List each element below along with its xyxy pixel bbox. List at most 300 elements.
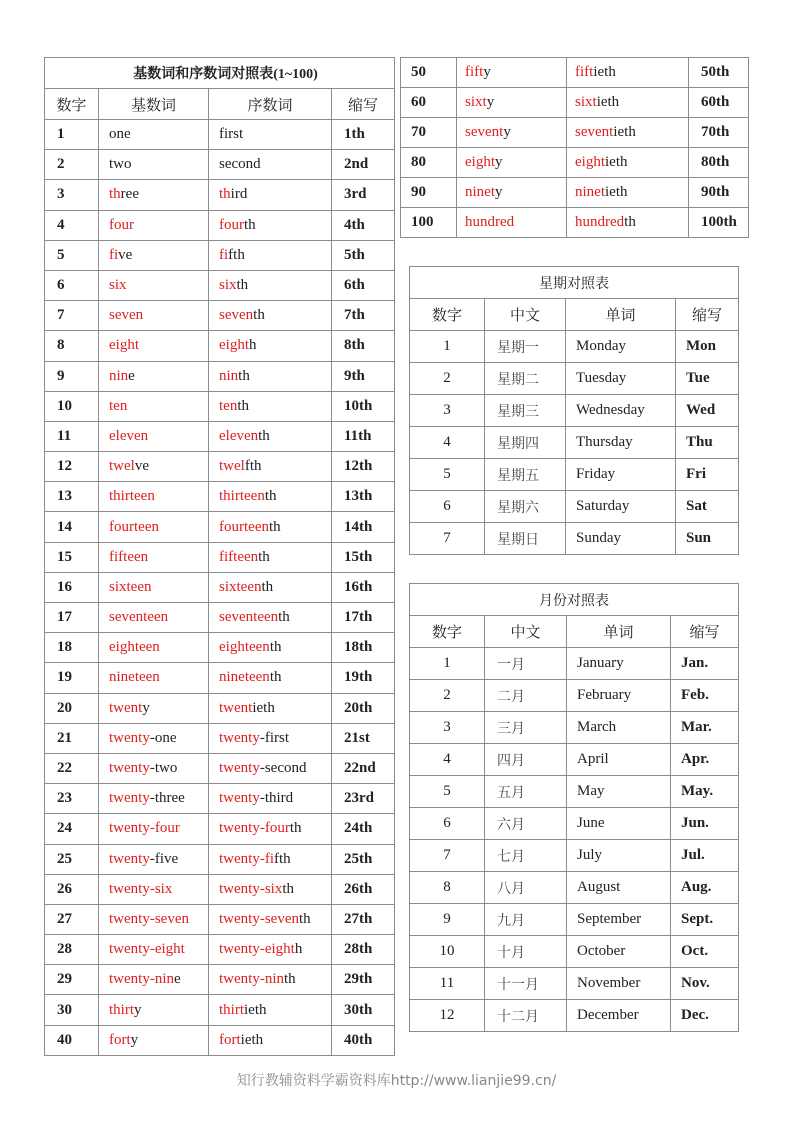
cardinal-cell [99, 663, 209, 693]
ordinal-cell [209, 633, 332, 663]
abbr-cell: 90th [689, 178, 749, 208]
cardinal-cell [99, 572, 209, 602]
table-row [45, 452, 395, 482]
word-cell: June [567, 808, 671, 840]
number-cell: 26 [45, 874, 99, 904]
cardinal-cell [99, 150, 209, 180]
word-part: th [298, 910, 311, 927]
word-part: th [289, 820, 302, 837]
abbr-cell: 23rd [332, 784, 395, 814]
word-part: ieth [244, 1001, 267, 1018]
word-part: th [264, 488, 277, 505]
header-abbr: 缩写 [332, 89, 395, 120]
table-row [410, 840, 739, 872]
word-part: -five [149, 850, 179, 867]
abbr-cell: 24th [332, 814, 395, 844]
chinese-cell: 星期三 [485, 395, 566, 427]
number-cell: 2 [410, 363, 485, 395]
abbr-cell: Oct. [671, 936, 739, 968]
number-cell: 8 [45, 331, 99, 361]
cardinal-cell [99, 512, 209, 542]
ordinal-cell [209, 1025, 332, 1055]
table-row [45, 572, 395, 602]
table-row [45, 270, 395, 300]
table-row [410, 680, 739, 712]
abbr-cell: 29th [332, 965, 395, 995]
chinese-cell: 星期日 [485, 523, 566, 555]
ordinal-cell [209, 331, 332, 361]
table-row [45, 391, 395, 421]
word-cell: Saturday [566, 491, 676, 523]
chinese-cell: 星期六 [485, 491, 566, 523]
word-part: h [294, 941, 303, 958]
table-row [45, 663, 395, 693]
table-row [401, 118, 749, 148]
number-words-body [45, 120, 395, 1056]
highlighted-word-part: four [219, 216, 244, 233]
table-row [45, 633, 395, 663]
number-cell: 5 [410, 459, 485, 491]
highlighted-word-part: twel [109, 458, 135, 475]
word-part: ird [230, 186, 248, 203]
word-part: th [268, 518, 281, 535]
highlighted-word-part: twenty [109, 790, 150, 807]
header-ordinal: 序数词 [209, 89, 332, 120]
number-cell: 5 [45, 240, 99, 270]
number-cell: 3 [410, 395, 485, 427]
number-cell: 23 [45, 784, 99, 814]
cardinal-cell [457, 208, 567, 238]
highlighted-word-part: nin [109, 367, 129, 384]
word-cell: Sunday [566, 523, 676, 555]
word-part: th [258, 427, 270, 444]
word-cell: Friday [566, 459, 676, 491]
table-row [45, 995, 395, 1025]
table-row [410, 904, 739, 936]
table-header-row [45, 89, 395, 120]
number-cell: 16 [45, 572, 99, 602]
chinese-cell: 一月 [485, 648, 567, 680]
number-cell: 24 [45, 814, 99, 844]
header-abbr: 缩写 [676, 299, 739, 331]
cardinal-cell [99, 995, 209, 1025]
highlighted-word-part: thirt [109, 1001, 134, 1018]
cardinal-cell [457, 178, 567, 208]
cardinal-cell [99, 723, 209, 753]
abbr-cell: Sept. [671, 904, 739, 936]
abbr-cell: 12th [332, 452, 395, 482]
chinese-cell: 星期二 [485, 363, 566, 395]
cardinal-cell [99, 935, 209, 965]
highlighted-word-part: twenty-nin [109, 971, 174, 988]
abbr-cell: 17th [332, 603, 395, 633]
cardinal-cell [99, 391, 209, 421]
table-row [401, 148, 749, 178]
highlighted-word-part: twenty-nin [219, 971, 284, 988]
table-row [45, 753, 395, 783]
table-row [410, 776, 739, 808]
word-part: e [128, 367, 135, 384]
cardinal-cell [457, 148, 567, 178]
ordinal-cell [209, 150, 332, 180]
abbr-cell: May. [671, 776, 739, 808]
chinese-cell: 三月 [485, 712, 567, 744]
word-part: ieth [605, 154, 628, 170]
chinese-cell: 八月 [485, 872, 567, 904]
abbr-cell: 6th [332, 270, 395, 300]
abbr-cell: 28th [332, 935, 395, 965]
header-chinese: 中文 [485, 616, 567, 648]
table-row [410, 968, 739, 1000]
cardinal-cell [99, 693, 209, 723]
highlighted-word-part: eleven [219, 427, 259, 444]
abbr-cell: 1th [332, 120, 395, 150]
header-cardinal: 基数词 [99, 89, 209, 120]
ordinal-cell [209, 361, 332, 391]
table-row [45, 965, 395, 995]
ordinal-cell [209, 814, 332, 844]
word-part: th [269, 669, 282, 686]
highlighted-word-part: ninet [575, 184, 605, 200]
number-cell: 14 [45, 512, 99, 542]
abbr-cell: Aug. [671, 872, 739, 904]
weekday-title-row [410, 267, 739, 299]
table-row [45, 1025, 395, 1055]
number-cell: 11 [410, 968, 485, 1000]
table-row [401, 88, 749, 118]
word-part: th [238, 367, 250, 384]
word-part: y [495, 184, 503, 200]
highlighted-word-part: twenty [109, 850, 150, 867]
table-row [45, 904, 395, 934]
ordinal-cell [567, 118, 689, 148]
number-cell: 12 [410, 1000, 485, 1032]
highlighted-word-part: thirteen [109, 488, 155, 505]
cardinal-cell [99, 542, 209, 572]
table-row [45, 542, 395, 572]
highlighted-word-part: eighteen [219, 639, 270, 656]
table-title [45, 58, 395, 89]
number-cell: 6 [410, 491, 485, 523]
word-part: fth [273, 850, 291, 867]
word-part: ieth [240, 1031, 264, 1048]
number-cell: 28 [45, 935, 99, 965]
number-cell: 4 [410, 427, 485, 459]
page-footer-watermark: 知行教辅资料学霸资料库http://www.lianjie99.cn/ [236, 1073, 557, 1089]
table-row [45, 603, 395, 633]
month-title: 月份对照表 [410, 584, 739, 616]
number-cell: 17 [45, 603, 99, 633]
chinese-cell: 四月 [485, 744, 567, 776]
number-cell: 9 [410, 904, 485, 936]
cardinal-cell [457, 58, 567, 88]
highlighted-word-part: twent [109, 699, 143, 716]
table-title-range: (1~100) [273, 67, 318, 82]
word-part: y [130, 1031, 139, 1048]
highlighted-word-part: twenty [109, 729, 150, 746]
highlighted-word-part: twenty-six [109, 880, 173, 897]
table-row [410, 427, 739, 459]
abbr-cell: Dec. [671, 1000, 739, 1032]
table-row [45, 421, 395, 451]
word-cell: December [567, 1000, 671, 1032]
table-row [45, 240, 395, 270]
table-row [401, 58, 749, 88]
word-cell: September [567, 904, 671, 936]
abbr-cell: 18th [332, 633, 395, 663]
table-row [45, 361, 395, 391]
abbr-cell: Jun. [671, 808, 739, 840]
word-part: y [503, 124, 511, 140]
abbr-cell: 40th [332, 1025, 395, 1055]
table-row [410, 648, 739, 680]
highlighted-word-part: twenty-four [109, 820, 180, 837]
ordinal-cell [567, 208, 689, 238]
ordinal-cell [209, 572, 332, 602]
number-cell: 8 [410, 872, 485, 904]
word-part: ree [120, 186, 139, 203]
word-part: e [174, 971, 181, 988]
ordinal-cell [209, 482, 332, 512]
word-part: fth [244, 458, 262, 475]
cardinal-cell [99, 180, 209, 210]
highlighted-word-part: thirt [219, 1001, 244, 1018]
abbr-cell: Wed [676, 395, 739, 427]
highlighted-word-part: fourteen [219, 518, 269, 535]
number-cell: 22 [45, 753, 99, 783]
highlighted-word-part: eighteen [109, 639, 160, 656]
cardinal-cell [457, 118, 567, 148]
table-row [45, 723, 395, 753]
table-row [45, 180, 395, 210]
highlighted-word-part: twenty [219, 760, 260, 777]
word-part: ieth [593, 64, 616, 80]
word-part: two [109, 156, 132, 173]
abbr-cell: 11th [332, 421, 395, 451]
table-row [410, 712, 739, 744]
highlighted-word-part: twenty-seven [109, 910, 189, 927]
number-cell: 21 [45, 723, 99, 753]
cardinal-cell [99, 965, 209, 995]
highlighted-word-part: sevent [575, 124, 614, 140]
table-row [45, 784, 395, 814]
highlighted-word-part: fift [575, 64, 594, 80]
number-cell: 4 [45, 210, 99, 240]
highlighted-word-part: twenty [219, 729, 260, 746]
highlighted-word-part: thirteen [219, 488, 265, 505]
highlighted-word-part: six [109, 277, 127, 294]
chinese-cell: 星期四 [485, 427, 566, 459]
highlighted-word-part: fifteen [219, 548, 259, 565]
table-row [45, 482, 395, 512]
ordinal-cell [209, 512, 332, 542]
highlighted-word-part: six [219, 277, 237, 294]
highlighted-word-part: twenty [219, 790, 260, 807]
cardinal-cell [99, 452, 209, 482]
number-cell: 6 [45, 270, 99, 300]
ordinal-cell [209, 270, 332, 300]
chinese-cell: 七月 [485, 840, 567, 872]
highlighted-word-part: fort [219, 1031, 241, 1048]
highlighted-word-part: twenty-four [219, 820, 290, 837]
ordinal-cell [209, 904, 332, 934]
word-part: th [278, 609, 290, 626]
table-row [410, 523, 739, 555]
chinese-cell: 十月 [485, 936, 567, 968]
highlighted-word-part: ninet [465, 184, 495, 200]
chinese-cell: 星期一 [485, 331, 566, 363]
ordinal-cell [209, 753, 332, 783]
abbr-cell: 8th [332, 331, 395, 361]
word-cell: April [567, 744, 671, 776]
cardinal-cell [457, 88, 567, 118]
highlighted-word-part: fort [109, 1031, 131, 1048]
header-chinese: 中文 [485, 299, 566, 331]
word-cell: July [567, 840, 671, 872]
chinese-cell: 星期五 [485, 459, 566, 491]
cardinal-cell [99, 421, 209, 451]
abbr-cell: Jul. [671, 840, 739, 872]
highlighted-word-part: twent [219, 699, 253, 716]
table-row [45, 874, 395, 904]
word-part: th [284, 971, 296, 988]
ordinal-cell [209, 874, 332, 904]
table-row [45, 120, 395, 150]
word-part: th [253, 307, 265, 324]
table-row [45, 935, 395, 965]
abbr-cell: 5th [332, 240, 395, 270]
abbr-cell: 50th [689, 58, 749, 88]
highlighted-word-part: sixt [465, 94, 487, 110]
highlighted-word-part: twenty-seven [219, 910, 299, 927]
word-part: y [495, 154, 503, 170]
highlighted-word-part: eight [575, 154, 605, 170]
highlighted-word-part: seventeen [219, 609, 279, 626]
word-part: fth [228, 246, 245, 263]
word-part: ieth [605, 184, 628, 200]
word-part: -third [259, 790, 294, 807]
number-cell: 10 [45, 391, 99, 421]
number-cell: 15 [45, 542, 99, 572]
cardinal-cell [99, 633, 209, 663]
word-cell: Wednesday [566, 395, 676, 427]
abbr-cell: 15th [332, 542, 395, 572]
cardinal-cell [99, 904, 209, 934]
chinese-cell: 二月 [485, 680, 567, 712]
cardinal-cell [99, 844, 209, 874]
word-cell: August [567, 872, 671, 904]
highlighted-word-part: sixteen [219, 578, 262, 595]
chinese-cell: 九月 [485, 904, 567, 936]
table-title-text: 基数词和序数词对照表 [133, 66, 274, 82]
word-part: -two [149, 760, 178, 777]
number-cell: 7 [410, 840, 485, 872]
number-cell: 2 [45, 150, 99, 180]
highlighted-word-part: eight [219, 337, 249, 354]
abbr-cell: 21st [332, 723, 395, 753]
word-cell: November [567, 968, 671, 1000]
number-cell: 60 [401, 88, 457, 118]
chinese-cell: 十一月 [485, 968, 567, 1000]
word-part: -one [149, 729, 177, 746]
table-row [45, 210, 395, 240]
number-cell: 90 [401, 178, 457, 208]
header-word: 单词 [567, 616, 671, 648]
highlighted-word-part: twel [219, 458, 245, 475]
ordinal-cell [209, 965, 332, 995]
highlighted-word-part: fi [219, 246, 229, 263]
abbr-cell: 7th [332, 301, 395, 331]
highlighted-word-part: twenty-eight [109, 941, 185, 958]
cardinal-cell [99, 270, 209, 300]
table-title-row [45, 58, 395, 89]
number-cell: 7 [410, 523, 485, 555]
number-cell: 9 [45, 361, 99, 391]
abbr-cell: 19th [332, 663, 395, 693]
number-cell: 2 [410, 680, 485, 712]
ordinal-cell [209, 603, 332, 633]
word-cell: January [567, 648, 671, 680]
word-part: th [244, 216, 256, 233]
ordinal-cell [209, 693, 332, 723]
number-cell: 27 [45, 904, 99, 934]
highlighted-word-part: nineteen [109, 669, 160, 686]
highlighted-word-part: twenty [109, 760, 150, 777]
abbr-cell: 27th [332, 904, 395, 934]
highlighted-word-part: fi [109, 246, 119, 263]
number-cell: 1 [410, 648, 485, 680]
highlighted-word-part: nin [219, 367, 239, 384]
highlighted-word-part: seven [109, 307, 144, 324]
word-part: second [219, 156, 261, 173]
chinese-cell: 十二月 [485, 1000, 567, 1032]
number-cell: 19 [45, 663, 99, 693]
word-cell: March [567, 712, 671, 744]
word-part: ieth [613, 124, 636, 140]
ordinal-cell [209, 935, 332, 965]
table-row [410, 395, 739, 427]
number-cell: 6 [410, 808, 485, 840]
ordinal-cell [209, 542, 332, 572]
number-cell: 4 [410, 744, 485, 776]
highlighted-word-part: four [109, 216, 134, 233]
cardinal-cell [99, 814, 209, 844]
word-part: th [624, 214, 636, 230]
abbr-cell: 60th [689, 88, 749, 118]
table-row [45, 331, 395, 361]
word-cell: May [567, 776, 671, 808]
table-row [401, 208, 749, 238]
word-cell: Thursday [566, 427, 676, 459]
table-row [410, 363, 739, 395]
number-cell: 3 [45, 180, 99, 210]
highlighted-word-part: th [219, 186, 231, 203]
abbr-cell: 26th [332, 874, 395, 904]
ordinal-cell [209, 301, 332, 331]
number-cell: 10 [410, 936, 485, 968]
word-cell: October [567, 936, 671, 968]
chinese-cell: 六月 [485, 808, 567, 840]
number-cell: 1 [410, 331, 485, 363]
ordinal-cell [209, 844, 332, 874]
header-number: 数字 [410, 616, 485, 648]
number-cell: 11 [45, 421, 99, 451]
word-cell: February [567, 680, 671, 712]
word-cell: Monday [566, 331, 676, 363]
number-words-continued-body [401, 58, 749, 238]
highlighted-word-part: hundred [465, 214, 515, 230]
word-part: y [134, 1001, 142, 1018]
